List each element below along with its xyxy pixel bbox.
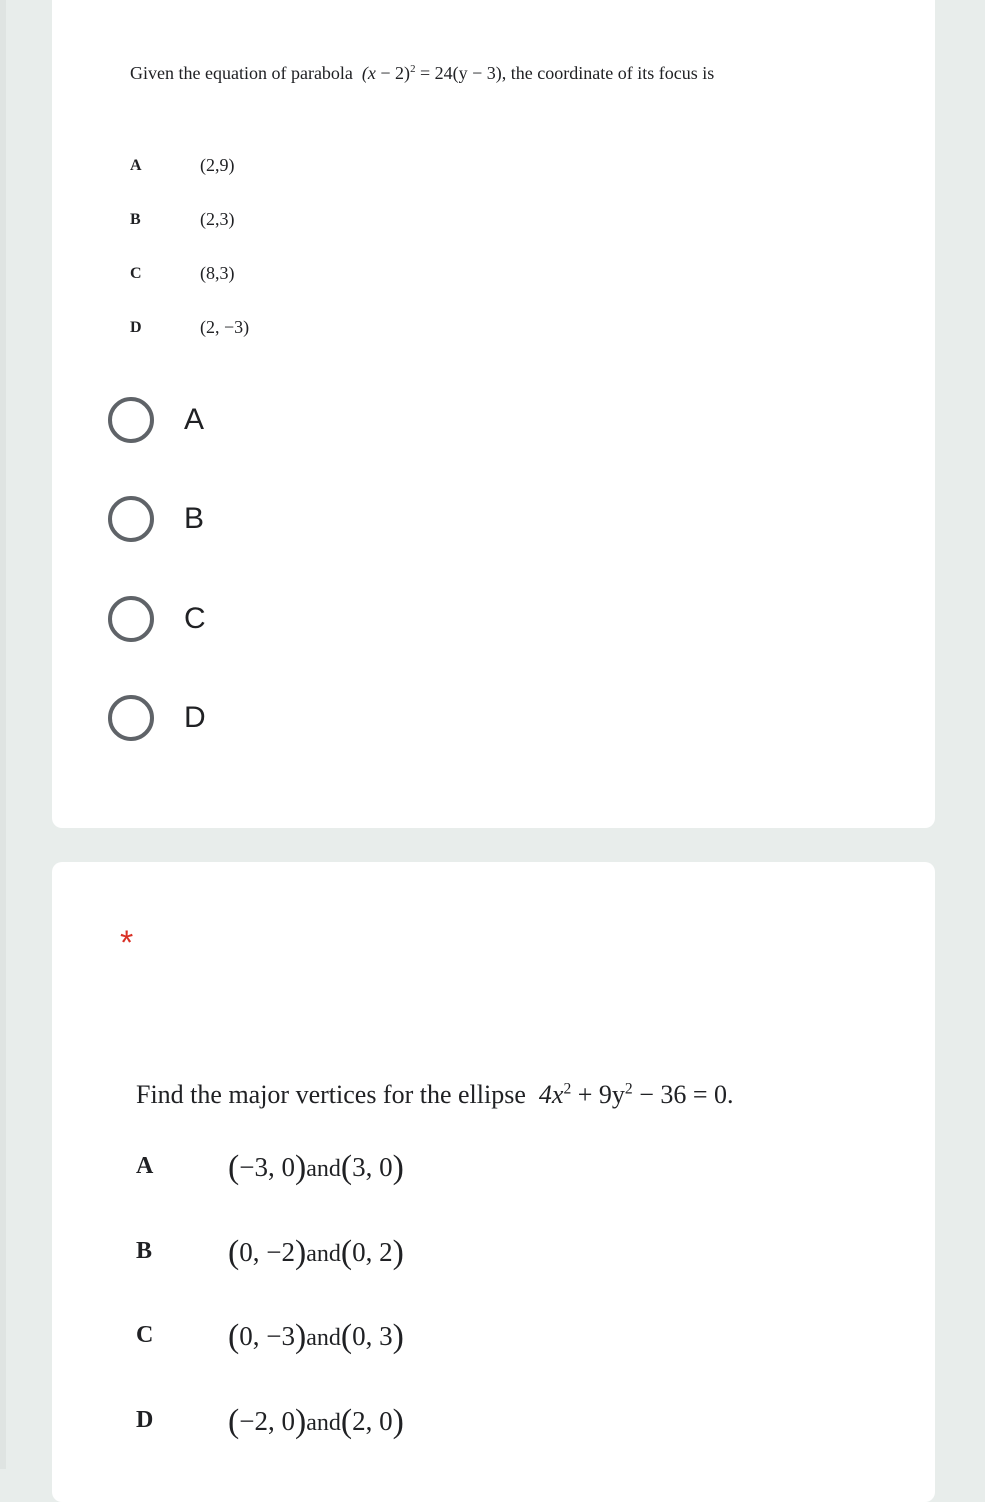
option-letter: C [136,1322,154,1348]
radio-circle-icon[interactable] [108,496,154,542]
page-edge [0,0,6,1469]
option-value: (0, −2)and(0, 2) [228,1234,404,1271]
question-card-2 [52,862,935,1502]
option-value: (2,9) [200,155,235,175]
option-value: (−3, 0)and(3, 0) [228,1149,404,1186]
radio-circle-icon[interactable] [108,596,154,642]
option-letter: B [136,1238,153,1264]
question-card-1 [52,0,935,828]
question-1-prefix: Given the equation of parabola [130,63,353,83]
radio-choice-a[interactable] [108,390,508,450]
question-1-equation: $(x - 2)^2 = 24(y - 3)$ [361,63,502,83]
option-value: (−2, 0)and(2, 0) [228,1403,404,1440]
radio-circle-icon[interactable] [108,695,154,741]
option-letter: D [136,1407,154,1433]
radio-label[interactable]: C [184,602,206,635]
radio-choice-c[interactable] [108,589,508,649]
option-letter: B [130,211,141,228]
option-value: (2,3) [200,209,235,229]
radio-label[interactable]: A [184,403,205,436]
option-letter: A [130,157,142,174]
option-value: (0, −3)and(0, 3) [228,1318,404,1355]
question-1-text [130,63,714,84]
radio-choice-b[interactable] [108,489,508,549]
option-value: (2, −3) [200,317,250,337]
question-2-text [136,1080,734,1110]
question-2-equation: $4x^2 + 9y^2 - 36 = 0$. [538,1080,734,1109]
radio-label[interactable]: D [184,701,206,734]
option-letter: A [136,1153,154,1179]
radio-choice-d[interactable] [108,688,508,748]
radio-circle-icon[interactable] [108,397,154,443]
option-letter: C [130,265,142,282]
required-marker: * [120,924,134,962]
question-2-prefix: Find the major vertices for the ellipse [136,1080,526,1109]
option-value: (8,3) [200,263,235,283]
question-1-suffix: , the coordinate of its focus is [501,63,715,83]
radio-label[interactable]: B [184,502,205,535]
option-letter: D [130,319,142,336]
